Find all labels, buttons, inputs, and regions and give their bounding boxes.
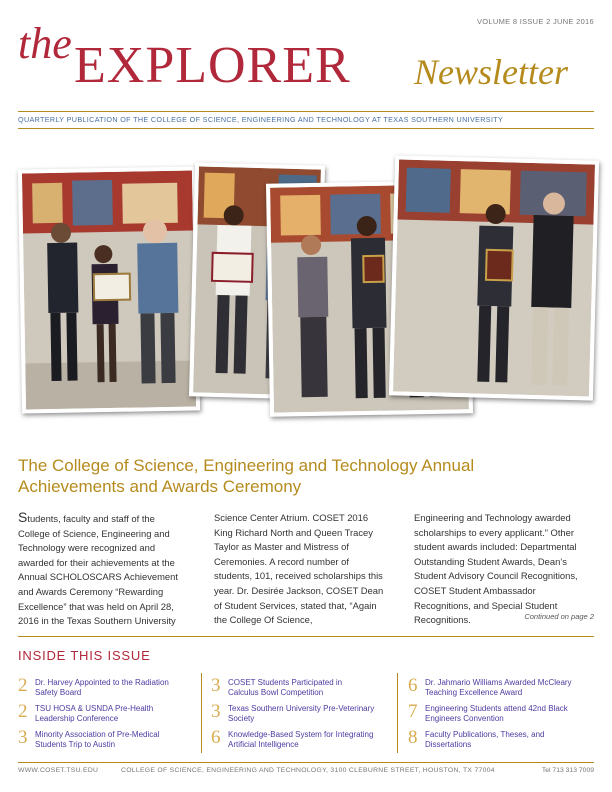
- toc-item[interactable]: [211, 729, 378, 750]
- title-newsletter: Newsletter: [414, 52, 568, 92]
- toc-item[interactable]: [18, 703, 175, 724]
- toc-page-number: 3: [18, 727, 28, 748]
- toc-page-number: 2: [18, 675, 28, 696]
- issue-info: VOLUME 8 ISSUE 2 JUNE 2016: [476, 17, 594, 26]
- award-photo-4: [389, 155, 599, 400]
- toc-divider: [201, 673, 202, 753]
- toc-title: Faculty Publications, Theses, and Dissertations: [425, 730, 545, 749]
- toc-item[interactable]: [211, 703, 398, 724]
- toc-item[interactable]: [18, 729, 185, 750]
- footer-address: COLLEGE OF SCIENCE, ENGINEERING AND TECHNOLOGY, 3100 CLEBURNE STREET, HOUSTON, TX 77004: [121, 767, 495, 774]
- toc-title: Dr. Harvey Appointed to the Radiation Safety Board: [35, 678, 169, 697]
- article-headline: The College of Science, Engineering and Technology Annual Achievements and Awards Ceremony: [18, 456, 475, 496]
- toc-title: Minority Association of Pre-Medical Students Trip to Austin: [35, 730, 160, 749]
- toc-item[interactable]: [408, 729, 565, 750]
- article-column-1-text: tudents, faculty and staff of the College of Science, Engineering and Technology were recognized and awarded for their achievements at the Annual SCHOLOSCARS Achievement and Awards Ceremony “Rewarding Excellence” that was held on April 28, 2016 in the Texas Southern University: [18, 513, 178, 627]
- masthead-rule-top: [18, 111, 594, 112]
- toc-page-number: 8: [408, 727, 418, 748]
- toc-page-number: 6: [408, 675, 418, 696]
- toc-divider: [397, 673, 398, 753]
- toc-title: Engineering Students attend 42nd Black Engineers Convention: [425, 704, 568, 723]
- toc-page-number: 3: [211, 675, 221, 696]
- masthead-subtitle: QUARTERLY PUBLICATION OF THE COLLEGE OF SCIENCE, ENGINEERING AND TECHNOLOGY AT TEXAS SOUTHERN UNIVERSITY: [18, 115, 504, 124]
- toc-item[interactable]: [18, 677, 175, 698]
- toc-page-number: 2: [18, 701, 28, 722]
- toc-item[interactable]: [211, 677, 373, 698]
- continued-link[interactable]: Continued on page 2: [524, 612, 594, 621]
- toc-title: Dr. Jahmario Williams Awarded McCleary Teaching Excellence Award: [425, 678, 572, 697]
- toc-page-number: 3: [211, 701, 221, 722]
- drop-cap: S: [18, 509, 28, 525]
- toc-page-number: 7: [408, 701, 418, 722]
- article-column-3: Engineering and Technology awarded scholarships to every applicant.” Other student awards included: Departmental Outstanding Student Awards, Dean’s Student Advisory Council Recognitions, COSET Student Ambassador Recognitions, and Special Student Recognitions.: [414, 512, 578, 626]
- footer-phone: Tel 713 313 7009: [541, 767, 594, 774]
- article-column-1: [18, 510, 188, 629]
- toc-item[interactable]: [408, 677, 595, 698]
- footer-rule: [18, 762, 594, 763]
- article-rule: [18, 636, 594, 637]
- toc-title: Texas Southern University Pre-Veterinary Society: [228, 704, 375, 723]
- masthead-rule-bottom: [18, 128, 594, 129]
- article-column-2: Science Center Atrium. COSET 2016 King Richard North and Queen Tracey Taylor as Master and Mistress of Ceremonies. A record number of students, 101, received scholarships this year. Dr. Desirée Jackson, COSET Dean of Student Services, stated that, “Again the College Of Science,: [214, 512, 384, 626]
- toc-item[interactable]: [408, 703, 575, 724]
- award-photo-1: [18, 166, 200, 413]
- footer-website-link[interactable]: WWW.COSET.TSU.EDU: [18, 767, 99, 774]
- toc-heading: INSIDE THIS ISSUE: [18, 648, 151, 663]
- toc-title: TSU HOSA & USNDA Pre-Health Leadership Conference: [35, 704, 154, 723]
- title-the: the: [18, 19, 72, 68]
- toc-title: Knowledge-Based System for Integrating Artificial Intelligence: [228, 730, 374, 749]
- toc-title: COSET Students Participated in Calculus Bowl Competition: [228, 678, 343, 697]
- title-explorer: EXPLORER: [74, 37, 351, 94]
- toc-page-number: 6: [211, 727, 221, 748]
